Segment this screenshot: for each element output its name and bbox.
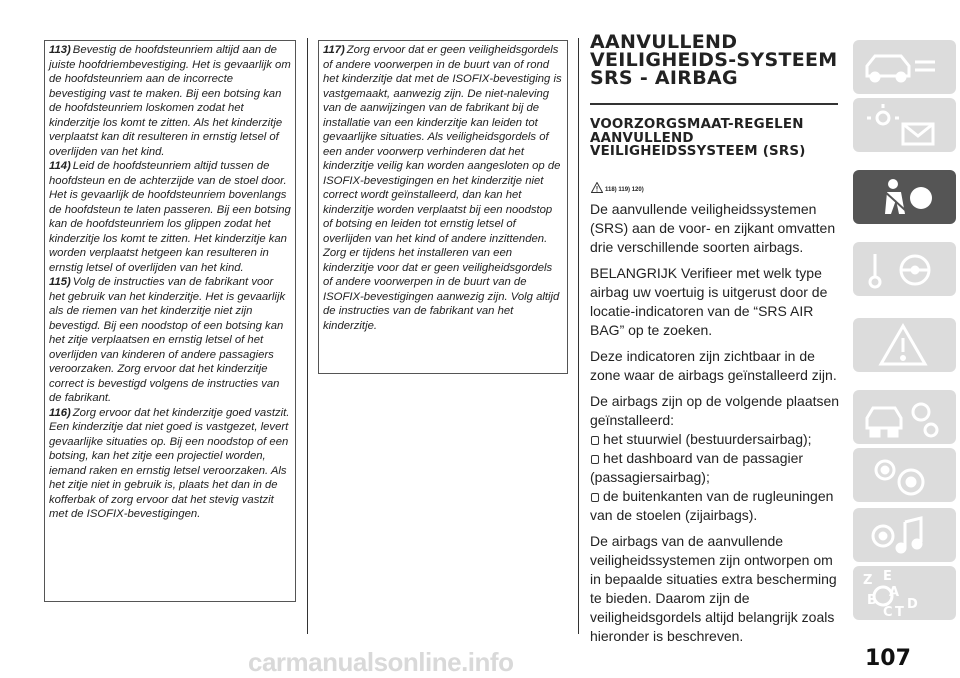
paragraph: Deze indicatoren zijn zichtbaar in de zone waar de airbags geïnstalleerd zijn. xyxy=(590,348,837,383)
warning-lights-icon xyxy=(853,98,956,152)
warning-references xyxy=(591,182,644,196)
warning-text: Volg de instructies van de fabrikant voor het gebruik van het kinderzitje. Het is gevaarlijk als de riemen van het kinderzitje niet zijn bevestigd. Bij een noodstop of een botsing kan het zitje verplaatsen en ernstig letsel of het overlijden van kinderen of andere passagiers veroorzaken. Zorg ervoor dat het kinderzitje correct is bevestigd volgens de instructies van de fabrikant. xyxy=(49,276,286,404)
tab-starting-driving[interactable] xyxy=(853,242,956,296)
section-title: AANVULLEND VEILIGHEIDS-SYSTEEM SRS - AIRBAG xyxy=(590,31,838,89)
warning-number: 115) xyxy=(49,276,71,288)
list-item-text: het dashboard van de passagier (passagiersairbag); xyxy=(590,450,804,485)
tab-technical-data[interactable] xyxy=(853,448,956,502)
warnings-box-middle xyxy=(318,40,568,374)
checkbox-bullet-icon xyxy=(591,493,599,502)
checkbox-bullet-icon xyxy=(591,436,599,445)
tab-maintenance[interactable] xyxy=(853,390,956,444)
svg-text:A: A xyxy=(889,585,900,600)
car-maintenance-icon xyxy=(853,390,956,444)
paragraph: BELANGRIJK Verifieer met welk type airbag uw voertuig is uitgerust door de locatie-indicatoren van de “SRS AIR BAG” op te zoeken. xyxy=(590,265,828,338)
svg-text:D: D xyxy=(907,597,918,612)
warning-number: 114) xyxy=(49,160,71,172)
list-item xyxy=(590,449,842,487)
tab-multimedia[interactable] xyxy=(853,508,956,562)
tab-car[interactable] xyxy=(853,40,956,94)
list-item-text: het stuurwiel (bestuurdersairbag); xyxy=(603,431,812,447)
warning-text: Leid de hoofdsteunriem altijd tussen de hoofdsteun en de achterzijde van de stoel door. Het is gevaarlijk de hoofdsteunriem bovenlangs de hoofdsteun te laten passeren. Bij een botsing kan de hoofdsteunriem los glippen zodat het kinderzitje los komt te zitten. Het kinderzitje kan worden verplaatst hetgeen kan resulteren in ernstig letsel of overlijden van het kind. xyxy=(49,160,291,274)
watermark[interactable]: carmanualsonline.info xyxy=(248,647,514,677)
airbag-seatbelt-icon xyxy=(853,170,956,224)
warning-113 xyxy=(49,43,291,159)
svg-text:Z: Z xyxy=(863,573,873,588)
svg-text:T: T xyxy=(895,605,904,620)
page-number: 107 xyxy=(865,646,911,671)
warning-text: Zorg ervoor dat het kinderzitje goed vastzit. Een kinderzitje dat niet goed is vastgezet, levert gevaarlijke situaties op. Bij een noodstop of een botsing, kan het zitje een projectiel worden, iemand raken en ernstig letsel veroorzaken. Als het zitje niet in gebruik is, plaats het dan in de kofferbak of zorg ervoor dat het stevig vastzit met de ISOFIX-bevestigingen. xyxy=(49,406,290,520)
warning-number: 116) xyxy=(49,406,71,419)
car-icon xyxy=(853,40,956,94)
paragraph: De airbags zijn op de volgende plaatsen geïnstalleerd: xyxy=(590,393,840,428)
technical-data-icon xyxy=(853,448,956,502)
list-item xyxy=(590,487,842,525)
title-rule xyxy=(590,103,838,105)
list-item-text: de buitenkanten van de rugleuningen van de stoelen (zijairbags). xyxy=(590,488,834,523)
list-item xyxy=(590,430,842,449)
warning-text: Bevestig de hoofdsteunriem altijd aan de juiste hoofdriembevestiging. Het is gevaarlijk om de hoofdsteunriem aan de incorrecte bevestiging vast te maken. Bij een botsing kan de hoofdsteunriem loskomen zodat het kinderzitje los komt te zitten. Als het kinderzitje verplaatst kan dit resulteren in ernstig letsel of overlijden van het kind. xyxy=(49,44,291,158)
warning-number: 113) xyxy=(49,44,71,56)
warning-117 xyxy=(323,43,563,333)
tab-safety[interactable] xyxy=(853,170,956,224)
column-divider xyxy=(307,38,308,634)
index-icon xyxy=(853,566,956,620)
body-text xyxy=(590,200,842,653)
svg-text:E: E xyxy=(883,569,892,584)
svg-text:C: C xyxy=(883,605,893,620)
paragraph: De airbags van de aanvullende veiligheidssystemen zijn ontworpen om in bepaalde situaties extra bescherming te bieden. Daarom zijn de veiligheidsgordels altijd belangrijk zoals hieronder is beschreven. xyxy=(590,533,837,644)
tab-emergency[interactable] xyxy=(853,318,956,372)
column-divider xyxy=(578,38,579,634)
warnings-box-left xyxy=(44,40,296,602)
warning-triangle-icon xyxy=(591,182,603,193)
tab-index[interactable] xyxy=(853,566,956,620)
warning-116 xyxy=(49,406,291,522)
checkbox-bullet-icon xyxy=(591,455,599,464)
tab-warning-lights[interactable] xyxy=(853,98,956,152)
references-text: 118) 119) 120) xyxy=(605,187,644,193)
warning-115 xyxy=(49,275,291,406)
warning-number: 117) xyxy=(323,44,345,56)
paragraph: De aanvullende veiligheidssystemen (SRS) aan de voor- en zijkant omvatten drie verschillende soorten airbags. xyxy=(590,201,836,255)
warning-text: Zorg ervoor dat er geen veiligheidsgordels of andere voorwerpen in de buurt van of rond het kinderzitje dat met de ISOFIX-bevestiging is vastgemaakt, aanwezig zijn. De niet-naleving van de aanwijzingen van de fabrikant bij de installatie van een kinderzitje kan leiden tot gevaarlijke situaties. Als veiligheidsgordels of een ander voorwerp verhinderen dat het kinderzitje veilig kan worden aangesloten op de ISOFIX-bevestigingen en het kinderzitje niet correct wordt geïnstalleerd, dan kan het kinderzitje worden verplaatst bij een noodstop of botsing en leiden tot ernstig letsel of overlijden van het kind of andere inzittenden. Zorg er tijdens het installeren van een kinderzitje voor dat er geen veiligheidsgordels of andere voorwerpen in de buurt van de ISOFIX-bevestigingen aanwezig zijn. Volg altijd de instructies van de fabrikant van het kinderzitje. xyxy=(323,44,562,332)
svg-text:B: B xyxy=(867,593,877,608)
multimedia-icon xyxy=(853,508,956,562)
road-warning-icon xyxy=(853,318,956,372)
subsection-title: VOORZORGSMAAT-REGELEN AANVULLEND VEILIGHEIDSSYSTEEM (SRS) xyxy=(590,117,806,159)
key-steering-icon xyxy=(853,242,956,296)
warning-114 xyxy=(49,159,291,275)
